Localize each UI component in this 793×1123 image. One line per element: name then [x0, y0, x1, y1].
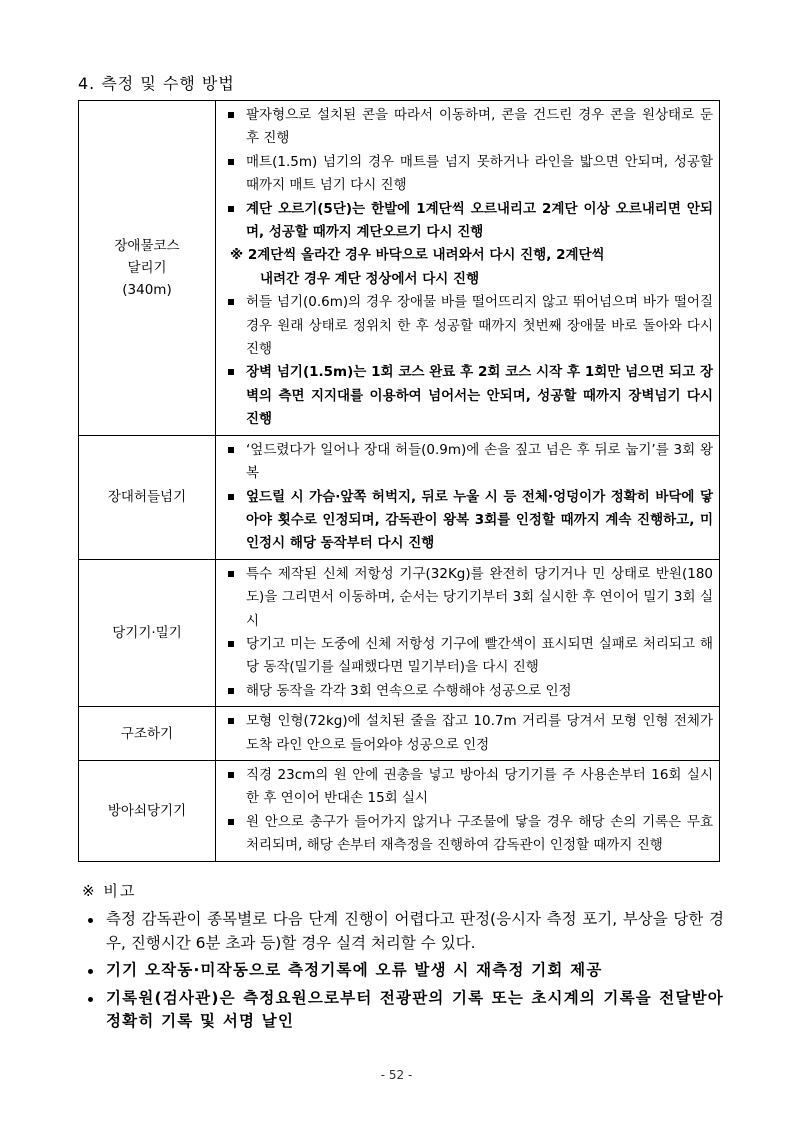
label-line: 장애물코스 [114, 237, 180, 254]
dot-bullet-icon [88, 969, 93, 974]
note: ※ 2계단씩 올라간 경우 바닥으로 내려와서 다시 진행, 2계단씩 내려간 경우 계단 정상에서 다시 진행 [230, 247, 605, 287]
square-bullet-icon [228, 159, 234, 165]
row-label [79, 559, 216, 706]
row-content [216, 707, 720, 761]
label-line: 달리기 [127, 259, 167, 276]
row-content [216, 435, 720, 559]
list-item: 허들 넘기(0.6m)의 경우 장애물 바를 떨어뜨리지 않고 뛰어넘으며 바가 떨어질 경우 원래 상태로 정위치 한 후 성공할 때까지 첫번째 장애물 바로 돌아와 다시 진행 [224, 291, 713, 361]
row-content [216, 760, 720, 861]
remark-item: 기록원(검사관)은 측정요원으로부터 전광판의 기록 또는 초시계의 기록을 전달받아 정확히 기록 및 서명 날인 [84, 987, 724, 1034]
square-bullet-icon [228, 299, 234, 305]
square-bullet-icon [228, 494, 234, 500]
label-line: 방아쇠당기기 [107, 802, 187, 819]
label-line: 당기기·밀기 [112, 624, 182, 641]
remarks-title: ※ 비고 [82, 882, 137, 900]
row-content [216, 559, 720, 706]
label-line: (340m) [122, 281, 172, 298]
label-line: 구조하기 [120, 725, 174, 742]
table-row [79, 707, 720, 761]
table-row [79, 101, 720, 436]
table-row [79, 435, 720, 559]
remark-item: 측정 감독관이 종목별로 다음 단계 진행이 어렵다고 판정(응시자 측정 포기, 부상을 당한 경우, 진행시간 6분 초과 등)할 경우 실격 처리할 수 있다. [84, 908, 724, 955]
row-label [79, 435, 216, 559]
list-item: 직경 23cm의 원 안에 권총을 넣고 방아쇠 당기기를 주 사용손부터 16회 실시한 후 연이어 반대손 15회 실시 [224, 764, 713, 811]
list-item: 팔자형으로 설치된 콘을 따라서 이동하며, 콘을 건드린 경우 콘을 원상태로 둔 후 진행 [224, 104, 713, 151]
square-bullet-icon [228, 447, 234, 453]
label-line: 장대허들넘기 [107, 489, 187, 506]
square-bullet-icon [228, 206, 234, 212]
square-bullet-icon [228, 688, 234, 694]
list-item: 당기고 미는 도중에 신체 저항성 기구에 빨간색이 표시되면 실패로 처리되고 해당 동작(밀기를 실패했다면 밀기부터)을 다시 진행 [224, 633, 713, 680]
square-bullet-icon [228, 369, 234, 375]
section-heading: 4. 측정 및 수행 방법 [78, 74, 235, 93]
list-item: 해당 동작을 각각 3회 연속으로 수행해야 성공으로 인정 [224, 680, 713, 703]
list-item: 계단 오르기(5단)는 한발에 1계단씩 오르내리고 2계단 이상 오르내리면 안되며, 성공할 때까지 계단오르기 다시 진행 [224, 198, 713, 245]
square-bullet-icon [228, 772, 234, 778]
dot-bullet-icon [88, 918, 93, 923]
remark-item: 기기 오작동·미작동으로 측정기록에 오류 발생 시 재측정 기회 제공 [84, 959, 724, 983]
square-bullet-icon [228, 819, 234, 825]
row-label [79, 101, 216, 436]
page-number: - 52 - [380, 1068, 413, 1082]
square-bullet-icon [228, 112, 234, 118]
square-bullet-icon [228, 641, 234, 647]
list-item: 엎드릴 시 가슴·앞쪽 허벅지, 뒤로 누울 시 등 전체·엉덩이가 정확히 바닥에 닿아야 횟수로 인정되며, 감독관이 왕복 3회를 인정할 때까지 계속 진행하고, 미인정시 해당 동작부터 다시 진행 [224, 486, 713, 556]
list-item: 장벽 넘기(1.5m)는 1회 코스 완료 후 2회 코스 시작 후 1회만 넘으면 되고 장벽의 측면 지지대를 이용하여 넘어서는 안되며, 성공할 때까지 장벽넘기 다시 진행 [224, 361, 713, 431]
square-bullet-icon [228, 718, 234, 724]
row-content [216, 101, 720, 436]
row-label [79, 707, 216, 761]
table-row [79, 760, 720, 861]
row-label [79, 760, 216, 861]
test-method-table [78, 100, 720, 862]
table-row [79, 559, 720, 706]
square-bullet-icon [228, 571, 234, 577]
list-item: 특수 제작된 신체 저항성 기구(32Kg)를 완전히 당기거나 민 상태로 반원(180도)을 그리면서 이동하며, 순서는 당기기부터 3회 실시한 후 연이어 밀기 3회 실시 [224, 563, 713, 633]
remarks-list [84, 908, 724, 1038]
list-item: 모형 인형(72kg)에 설치된 줄을 잡고 10.7m 거리를 당겨서 모형 인형 전체가 도착 라인 안으로 들어와야 성공으로 인정 [224, 710, 713, 757]
list-item: 매트(1.5m) 넘기의 경우 매트를 넘지 못하거나 라인을 밟으면 안되며, 성공할 때까지 매트 넘기 다시 진행 [224, 151, 713, 198]
dot-bullet-icon [88, 997, 93, 1002]
list-item: ‘엎드렸다가 일어나 장대 허들(0.9m)에 손을 짚고 넘은 후 뒤로 눕기’를 3회 왕복 [224, 439, 713, 486]
list-item: 원 안으로 총구가 들어가지 않거나 구조물에 닿을 경우 해당 손의 기록은 무효 처리되며, 해당 손부터 재측정을 진행하여 감독관이 인정할 때까지 진행 [224, 811, 713, 858]
